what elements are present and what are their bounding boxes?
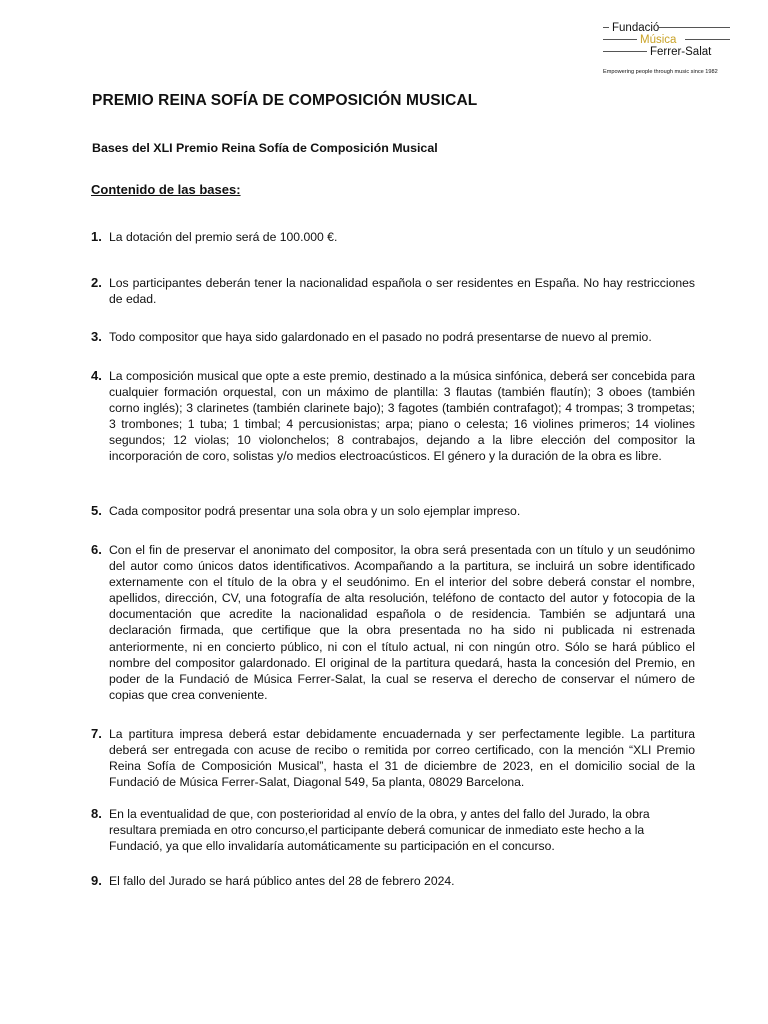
foundation-logo: [603, 22, 731, 82]
logo-line-1: Fundació: [603, 22, 731, 34]
item-text: El fallo del Jurado se hará público antes del 28 de febrero 2024.: [109, 874, 455, 888]
document-subtitle: Bases del XLI Premio Reina Sofía de Composición Musical: [92, 141, 438, 155]
logo-line-3: Ferrer-Salat: [603, 46, 731, 58]
item-text: En la eventualidad de que, con posterioridad al envío de la obra, y antes del fallo del Jurado, la obra resultara premiada en otro concurso,el participante deberá comunicar de inmediato este hecho a la Fundació, ya que ello invalidaría automáticamente su participación en el concurso.: [109, 807, 650, 854]
item-number: 7.: [91, 726, 102, 741]
item-number: 9.: [91, 873, 102, 888]
item-text: La partitura impresa deberá estar debidamente encuadernada y ser perfectamente legible. La partitura deberá ser entregada con acuse de recibo o remitida por correo certificado, con la mención “XLI Premio Reina Sofía de Composición Musical”, hasta el 31 de diciembre de 2023, en el domicilio social de la Fundació de Música Ferrer-Salat, Diagonal 549, 5a planta, 08029 Barcelona.: [109, 727, 695, 790]
item-number: 5.: [91, 503, 102, 518]
item-number: 4.: [91, 368, 102, 383]
item-text: Cada compositor podrá presentar una sola obra y un solo ejemplar impreso.: [109, 504, 521, 518]
logo-tagline: Empowering people through music since 1982: [603, 69, 718, 75]
item-text: La dotación del premio será de 100.000 €.: [109, 230, 338, 244]
item-text: Todo compositor que haya sido galardonado en el pasado no podrá presentarse de nuevo al premio.: [109, 330, 652, 344]
document-title: PREMIO REINA SOFÍA DE COMPOSICIÓN MUSICAL: [92, 92, 478, 109]
item-number: 1.: [91, 229, 102, 244]
item-text: La composición musical que opte a este premio, destinado a la música sinfónica, deberá ser concebida para cualquier formación orquestal, con un máximo de plantilla: 3 flautas (también flautín); 3 oboes (también corno inglés); 3 clarinetes (también clarinete bajo); 3 fagotes (también contrafagot); 4 trompas; 3 trompetas; 3 trombones; 1 tuba; 1 timbal; 4 percusionistas; arpa; piano o celesta; 16 violines primeros; 14 violines segundos; 12 violas; 10 violonchelos; 8 contrabajos, dejando a la libre elección del compositor la incorporación de coro, solistas y/o medios electroacústicos. El género y la duración de la obra es libre.: [109, 369, 695, 464]
item-text: Con el fin de preservar el anonimato del compositor, la obra será presentada con un título y un seudónimo del autor como únicos datos identificativos. Acompañando a la partitura, se incluirá un sobre identificado externamente con el título de la obra y el seudónimo. En el interior del sobre deberá constar el nombre, apellidos, dirección, CV, una fotografía de alta resolución, teléfono de contacto del autor y fotocopia de la documentación que acredite la nacionalidad española o de residencia. También se adjuntará una declaración firmada, que certifique que la obra presentada no ha sido ni publicada ni estrenada anteriormente, ni en concierto público, ni con el título actual, ni con ningún otro. Sólo se hará público el nombre del compositor galardonado. El original de la partitura quedará, hasta la concesión del Premio, en poder de la Fundació de Música Ferrer-Salat, la cual se reserva el derecho de conservar el número de copias que crea conveniente.: [109, 543, 695, 702]
item-number: 2.: [91, 275, 102, 290]
section-heading: Contenido de las bases:: [91, 182, 241, 197]
item-number: 3.: [91, 329, 102, 344]
item-text: Los participantes deberán tener la nacionalidad española o ser residentes en España. No hay restricciones de edad.: [109, 276, 695, 307]
item-number: 6.: [91, 542, 102, 557]
item-number: 8.: [91, 806, 102, 821]
logo-line-2: Música: [603, 34, 731, 46]
